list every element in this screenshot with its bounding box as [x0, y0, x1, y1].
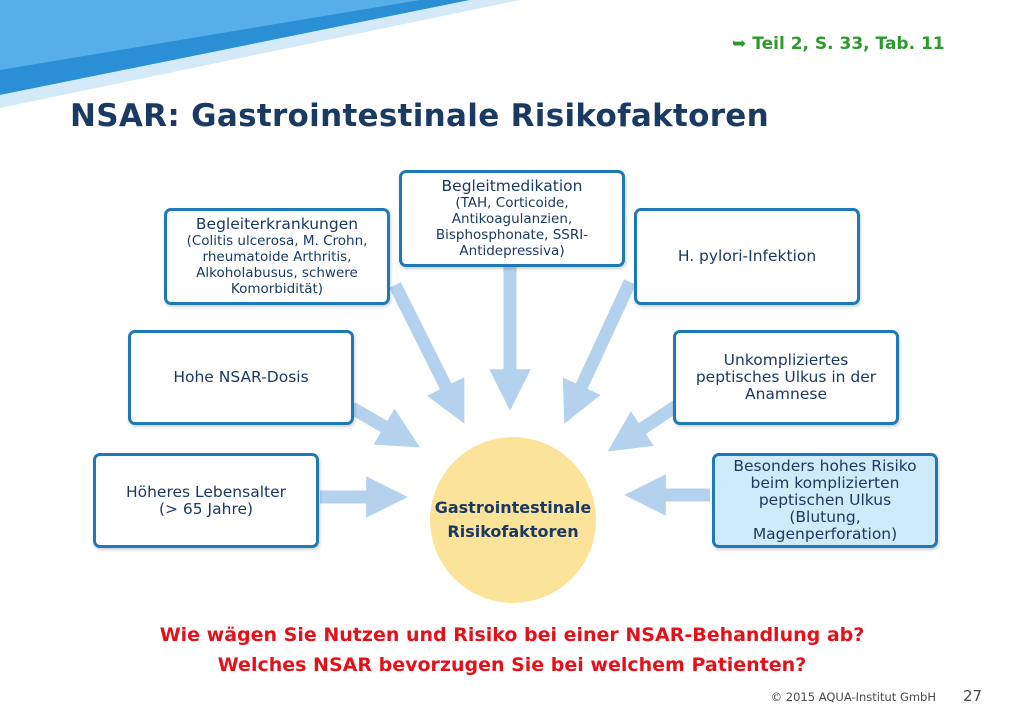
arrow-ulkus-anamnese	[625, 405, 678, 440]
factor-detail: (TAH, Corticoide,	[455, 195, 569, 211]
reference-arrow-icon: ➥	[732, 34, 747, 54]
factor-detail: Antikoagulanzien,	[451, 211, 573, 227]
factor-line: (> 65 Jahre)	[158, 499, 254, 518]
center-circle	[430, 437, 596, 603]
factor-line: Magenperforation)	[752, 525, 898, 543]
factor-detail: Komorbidität)	[230, 281, 324, 297]
factor-label: Begleitmedikation	[441, 177, 583, 195]
reference-text: Teil 2, S. 33, Tab. 11	[752, 34, 945, 54]
factor-ulkus-anamnese	[673, 330, 899, 425]
factor-line: peptisches Ulkus in der	[695, 368, 877, 386]
page-number: 27	[963, 687, 983, 705]
page-title: NSAR: Gastrointestinale Risikofaktoren	[70, 98, 769, 134]
factor-detail: (Colitis ulcerosa, M. Crohn,	[186, 233, 368, 249]
factor-hohe-dosis	[128, 330, 354, 425]
factor-line: peptischen Ulkus	[758, 491, 892, 509]
factor-begleiterkrankungen	[164, 208, 390, 305]
factor-detail: Antidepressiva)	[459, 243, 565, 259]
factor-line: Anamnese	[745, 385, 827, 403]
arrow-hpylori	[573, 282, 630, 405]
factor-begleitmedikation	[399, 170, 625, 267]
factor-label: Begleiterkrankungen	[195, 215, 359, 233]
factor-hohes-risiko	[712, 453, 938, 548]
factor-detail: rheumatoide Arthritis,	[202, 249, 352, 265]
factor-hpylori	[634, 208, 860, 305]
center-label-line1: Gastrointestinale	[434, 498, 592, 517]
factor-label: Hohe NSAR-Dosis	[173, 368, 309, 386]
question-1: Wie wägen Sie Nutzen und Risiko bei einer NSAR-Behandlung ab?	[159, 624, 865, 646]
copyright-text: © 2015 AQUA-Institut GmbH	[770, 690, 936, 704]
arrow-hohe-dosis	[352, 408, 402, 437]
center-label-line2: Risikofaktoren	[447, 522, 579, 541]
factor-lebensalter	[93, 453, 319, 548]
factor-detail: Alkoholabusus, schwere	[196, 265, 358, 281]
factor-line: Besonders hohes Risiko	[733, 457, 917, 475]
factor-line: beim komplizierten	[750, 474, 900, 492]
factor-line: Unkompliziertes	[723, 351, 849, 369]
arrow-begleiterkrankungen	[395, 285, 455, 405]
factor-line: (Blutung,	[789, 508, 861, 526]
factor-detail: Bisphosphonate, SSRI-	[435, 227, 589, 243]
factor-line: Höheres Lebensalter	[125, 482, 287, 501]
question-2: Welches NSAR bevorzugen Sie bei welchem Patienten?	[217, 654, 807, 676]
factor-label: H. pylori-Infektion	[677, 247, 817, 265]
